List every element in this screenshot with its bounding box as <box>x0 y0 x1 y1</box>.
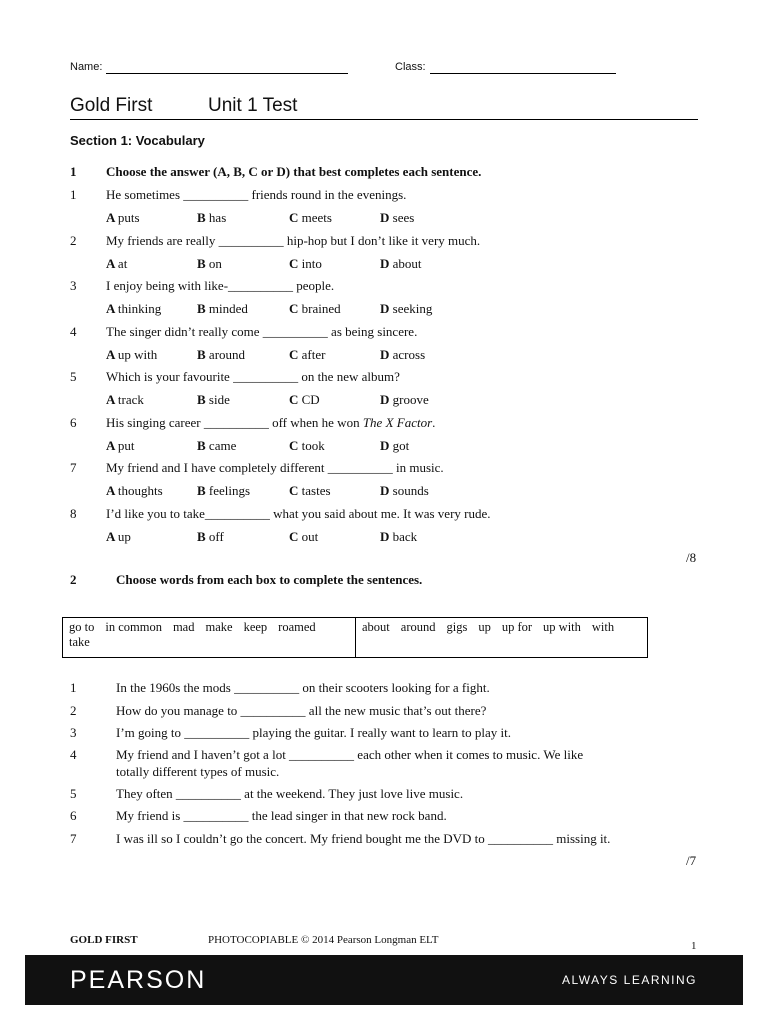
word-box-left <box>63 618 356 657</box>
task1-number: 1 <box>70 164 77 179</box>
sentence-number: 1 <box>70 680 77 695</box>
sentence-text: My friend and I haven’t got a lot __________ each other when it comes to music. We like <box>116 747 584 762</box>
sentence-text: I’m going to __________ playing the guitar. I really want to learn to play it. <box>116 725 511 740</box>
answer-option <box>106 301 161 317</box>
box-word: in common <box>105 620 162 634</box>
answer-option <box>380 301 432 317</box>
question-text <box>106 324 417 340</box>
option-letter: B <box>197 392 209 407</box>
question-text-main: My friends are really __________ hip-hop but I don’t like it very much. <box>106 232 481 248</box>
option-text: after <box>301 346 326 362</box>
word-box <box>62 617 648 658</box>
option-letter: C <box>289 210 302 225</box>
option-letter: D <box>380 528 393 544</box>
task1-instruction: Choose the answer (A, B, C or D) that best completes each sentence. <box>106 164 482 179</box>
class-blank <box>430 73 616 74</box>
option-letter: C <box>289 392 302 407</box>
option-text: tastes <box>301 483 331 498</box>
answer-option <box>289 301 341 317</box>
question-number: 4 <box>70 323 77 339</box>
option-text: off <box>208 528 224 544</box>
option-letter: A <box>106 392 118 407</box>
box-word: around <box>400 620 436 634</box>
answer-option <box>106 210 140 226</box>
option-text: thoughts <box>117 483 163 498</box>
option-letter: B <box>197 437 209 453</box>
question-number: 2 <box>70 232 77 248</box>
option-letter: B <box>197 301 209 316</box>
question-number: 7 <box>70 460 77 475</box>
question-text-main: The singer didn’t really come __________ as being sincere. <box>106 323 418 339</box>
option-letter: B <box>197 255 209 271</box>
sentence-text: They often __________ at the weekend. They just love live music. <box>116 786 464 801</box>
sentence-number: 4 <box>70 747 77 762</box>
option-text: meets <box>301 210 332 225</box>
unit-title: Unit 1 Test <box>208 95 298 116</box>
sentence-number: 6 <box>70 808 77 823</box>
sentence-number: 2 <box>70 703 77 718</box>
option-letter: C <box>289 483 302 498</box>
question-number: 6 <box>70 414 77 430</box>
option-letter: D <box>380 483 393 498</box>
option-letter: C <box>289 437 302 453</box>
task2-instruction: Choose words from each box to complete the sentences. <box>116 572 423 587</box>
box-word: take <box>69 635 90 649</box>
class-label: Class: <box>395 61 426 73</box>
option-letter: C <box>289 255 302 271</box>
option-text: side <box>208 392 230 407</box>
option-text: CD <box>301 392 320 407</box>
task2-number: 2 <box>70 572 77 587</box>
option-letter: D <box>380 437 393 453</box>
answer-option <box>380 256 422 272</box>
option-letter: D <box>380 346 393 362</box>
option-text: sounds <box>392 483 429 498</box>
tagline: ALWAYS LEARNING <box>562 973 697 987</box>
answer-option <box>380 347 425 363</box>
footer-brand: GOLD FIRST <box>70 934 138 946</box>
answer-option <box>197 438 236 454</box>
box-word: mad <box>172 620 195 634</box>
sentence-number: 3 <box>70 725 77 740</box>
sentence-number: 5 <box>70 786 77 801</box>
option-text: seeking <box>392 301 433 316</box>
pearson-footer-band <box>25 955 743 1005</box>
answer-option <box>106 529 131 545</box>
option-letter: B <box>197 483 209 498</box>
option-text: up <box>117 528 131 544</box>
answer-option <box>289 392 320 408</box>
question-text <box>106 460 444 476</box>
question-number: 1 <box>70 187 77 202</box>
option-letter: C <box>289 528 302 544</box>
option-text: groove <box>392 392 429 407</box>
option-letter: B <box>197 346 209 362</box>
option-text: about <box>392 255 422 271</box>
book-title: Gold First <box>70 95 153 116</box>
option-text: thinking <box>117 301 162 316</box>
option-text: into <box>301 255 322 271</box>
option-letter: A <box>106 346 118 362</box>
question-text-main: Which is your favourite __________ on the new album? <box>106 369 400 384</box>
answer-option <box>106 256 127 272</box>
answer-option <box>197 392 230 408</box>
option-text: brained <box>301 301 341 316</box>
box-word: about <box>362 620 390 634</box>
box-word: go to <box>69 620 95 634</box>
option-text: sees <box>392 210 415 225</box>
title-rule <box>70 119 698 120</box>
option-letter: D <box>380 255 393 271</box>
question-text-end: . <box>432 414 436 430</box>
answer-option <box>380 483 429 499</box>
name-label: Name: <box>70 61 103 73</box>
option-text: across <box>392 346 426 362</box>
option-letter: A <box>106 210 118 225</box>
answer-option <box>106 438 135 454</box>
question-text <box>106 415 435 431</box>
option-letter: D <box>380 392 393 407</box>
box-word: make <box>205 620 233 634</box>
question-text-main: I’d like you to take__________ what you said about me. It was very rude. <box>106 505 491 521</box>
page-number: 1 <box>691 940 697 952</box>
option-text: got <box>392 437 410 453</box>
answer-option <box>289 347 325 363</box>
answer-option <box>289 256 322 272</box>
question-text-main: I enjoy being with like-__________ people. <box>106 278 335 293</box>
option-text: feelings <box>208 483 251 498</box>
box-word: gigs <box>446 620 468 634</box>
task1-score: /8 <box>686 550 697 565</box>
answer-option <box>380 438 409 454</box>
task2-score: /7 <box>686 853 697 868</box>
option-letter: B <box>197 210 209 225</box>
option-letter: B <box>197 528 209 544</box>
option-letter: C <box>289 301 302 316</box>
option-letter: A <box>106 528 118 544</box>
option-text: took <box>301 437 325 453</box>
question-text-main: My friend and I have completely different __________ in music. <box>106 460 444 475</box>
box-word: up with <box>543 620 581 634</box>
sentence-text: How do you manage to __________ all the new music that’s out there? <box>116 703 487 718</box>
sentence-number: 7 <box>70 831 77 846</box>
answer-option <box>197 347 245 363</box>
sentence-text: My friend is __________ the lead singer in that new rock band. <box>116 808 447 823</box>
option-letter: A <box>106 301 118 316</box>
question-text-main: His singing career __________ off when he won <box>106 414 363 430</box>
question-text <box>106 369 400 385</box>
question-text-main: He sometimes __________ friends round in the evenings. <box>106 187 407 202</box>
question-text <box>106 187 406 203</box>
option-text: on <box>208 255 222 271</box>
option-text: back <box>392 528 418 544</box>
question-number: 5 <box>70 369 77 384</box>
option-letter: D <box>380 210 393 225</box>
question-text <box>106 506 491 522</box>
section-title: Section 1: Vocabulary <box>70 133 205 148</box>
option-text: put <box>117 437 135 453</box>
answer-option <box>289 483 331 499</box>
answer-option <box>197 529 224 545</box>
option-text: track <box>117 392 144 407</box>
sentence-text: I was ill so I couldn’t go the concert. My friend bought me the DVD to __________ missing it. <box>116 831 611 846</box>
pearson-logo: PEARSON <box>70 966 207 994</box>
option-text: up with <box>117 346 158 362</box>
answer-option <box>106 392 144 408</box>
question-text <box>106 278 334 294</box>
box-word: up <box>478 620 491 634</box>
question-number: 3 <box>70 278 77 293</box>
option-letter: A <box>106 437 118 453</box>
answer-option <box>289 210 332 226</box>
answer-option <box>289 529 318 545</box>
answer-option <box>197 483 250 499</box>
answer-option <box>380 210 414 226</box>
box-word: roamed <box>278 620 316 634</box>
answer-option <box>289 438 325 454</box>
answer-option <box>380 392 429 408</box>
sentence-text: In the 1960s the mods __________ on their scooters looking for a fight. <box>116 680 490 695</box>
option-text: has <box>208 210 227 225</box>
question-number: 8 <box>70 505 77 521</box>
option-text: minded <box>208 301 248 316</box>
option-letter: C <box>289 346 302 362</box>
answer-option <box>197 256 222 272</box>
option-letter: A <box>106 255 118 271</box>
option-letter: A <box>106 483 118 498</box>
sentence-text-continued: totally different types of music. <box>116 764 280 779</box>
option-text: puts <box>117 210 140 225</box>
question-text-italic: The X Factor <box>362 414 433 430</box>
answer-option <box>106 347 157 363</box>
option-text: around <box>208 346 246 362</box>
footer-copyright: PHOTOCOPIABLE © 2014 Pearson Longman ELT <box>208 934 439 946</box>
option-letter: D <box>380 301 393 316</box>
answer-option <box>197 210 226 226</box>
question-text <box>106 233 480 249</box>
option-text: at <box>117 255 128 271</box>
name-blank <box>106 73 348 74</box>
answer-option <box>380 529 417 545</box>
word-box-right <box>356 618 647 657</box>
box-word: with <box>591 620 615 634</box>
option-text: came <box>208 437 237 453</box>
answer-option <box>106 483 163 499</box>
answer-option <box>197 301 248 317</box>
box-word: up for <box>501 620 533 634</box>
option-text: out <box>301 528 319 544</box>
box-word: keep <box>243 620 268 634</box>
